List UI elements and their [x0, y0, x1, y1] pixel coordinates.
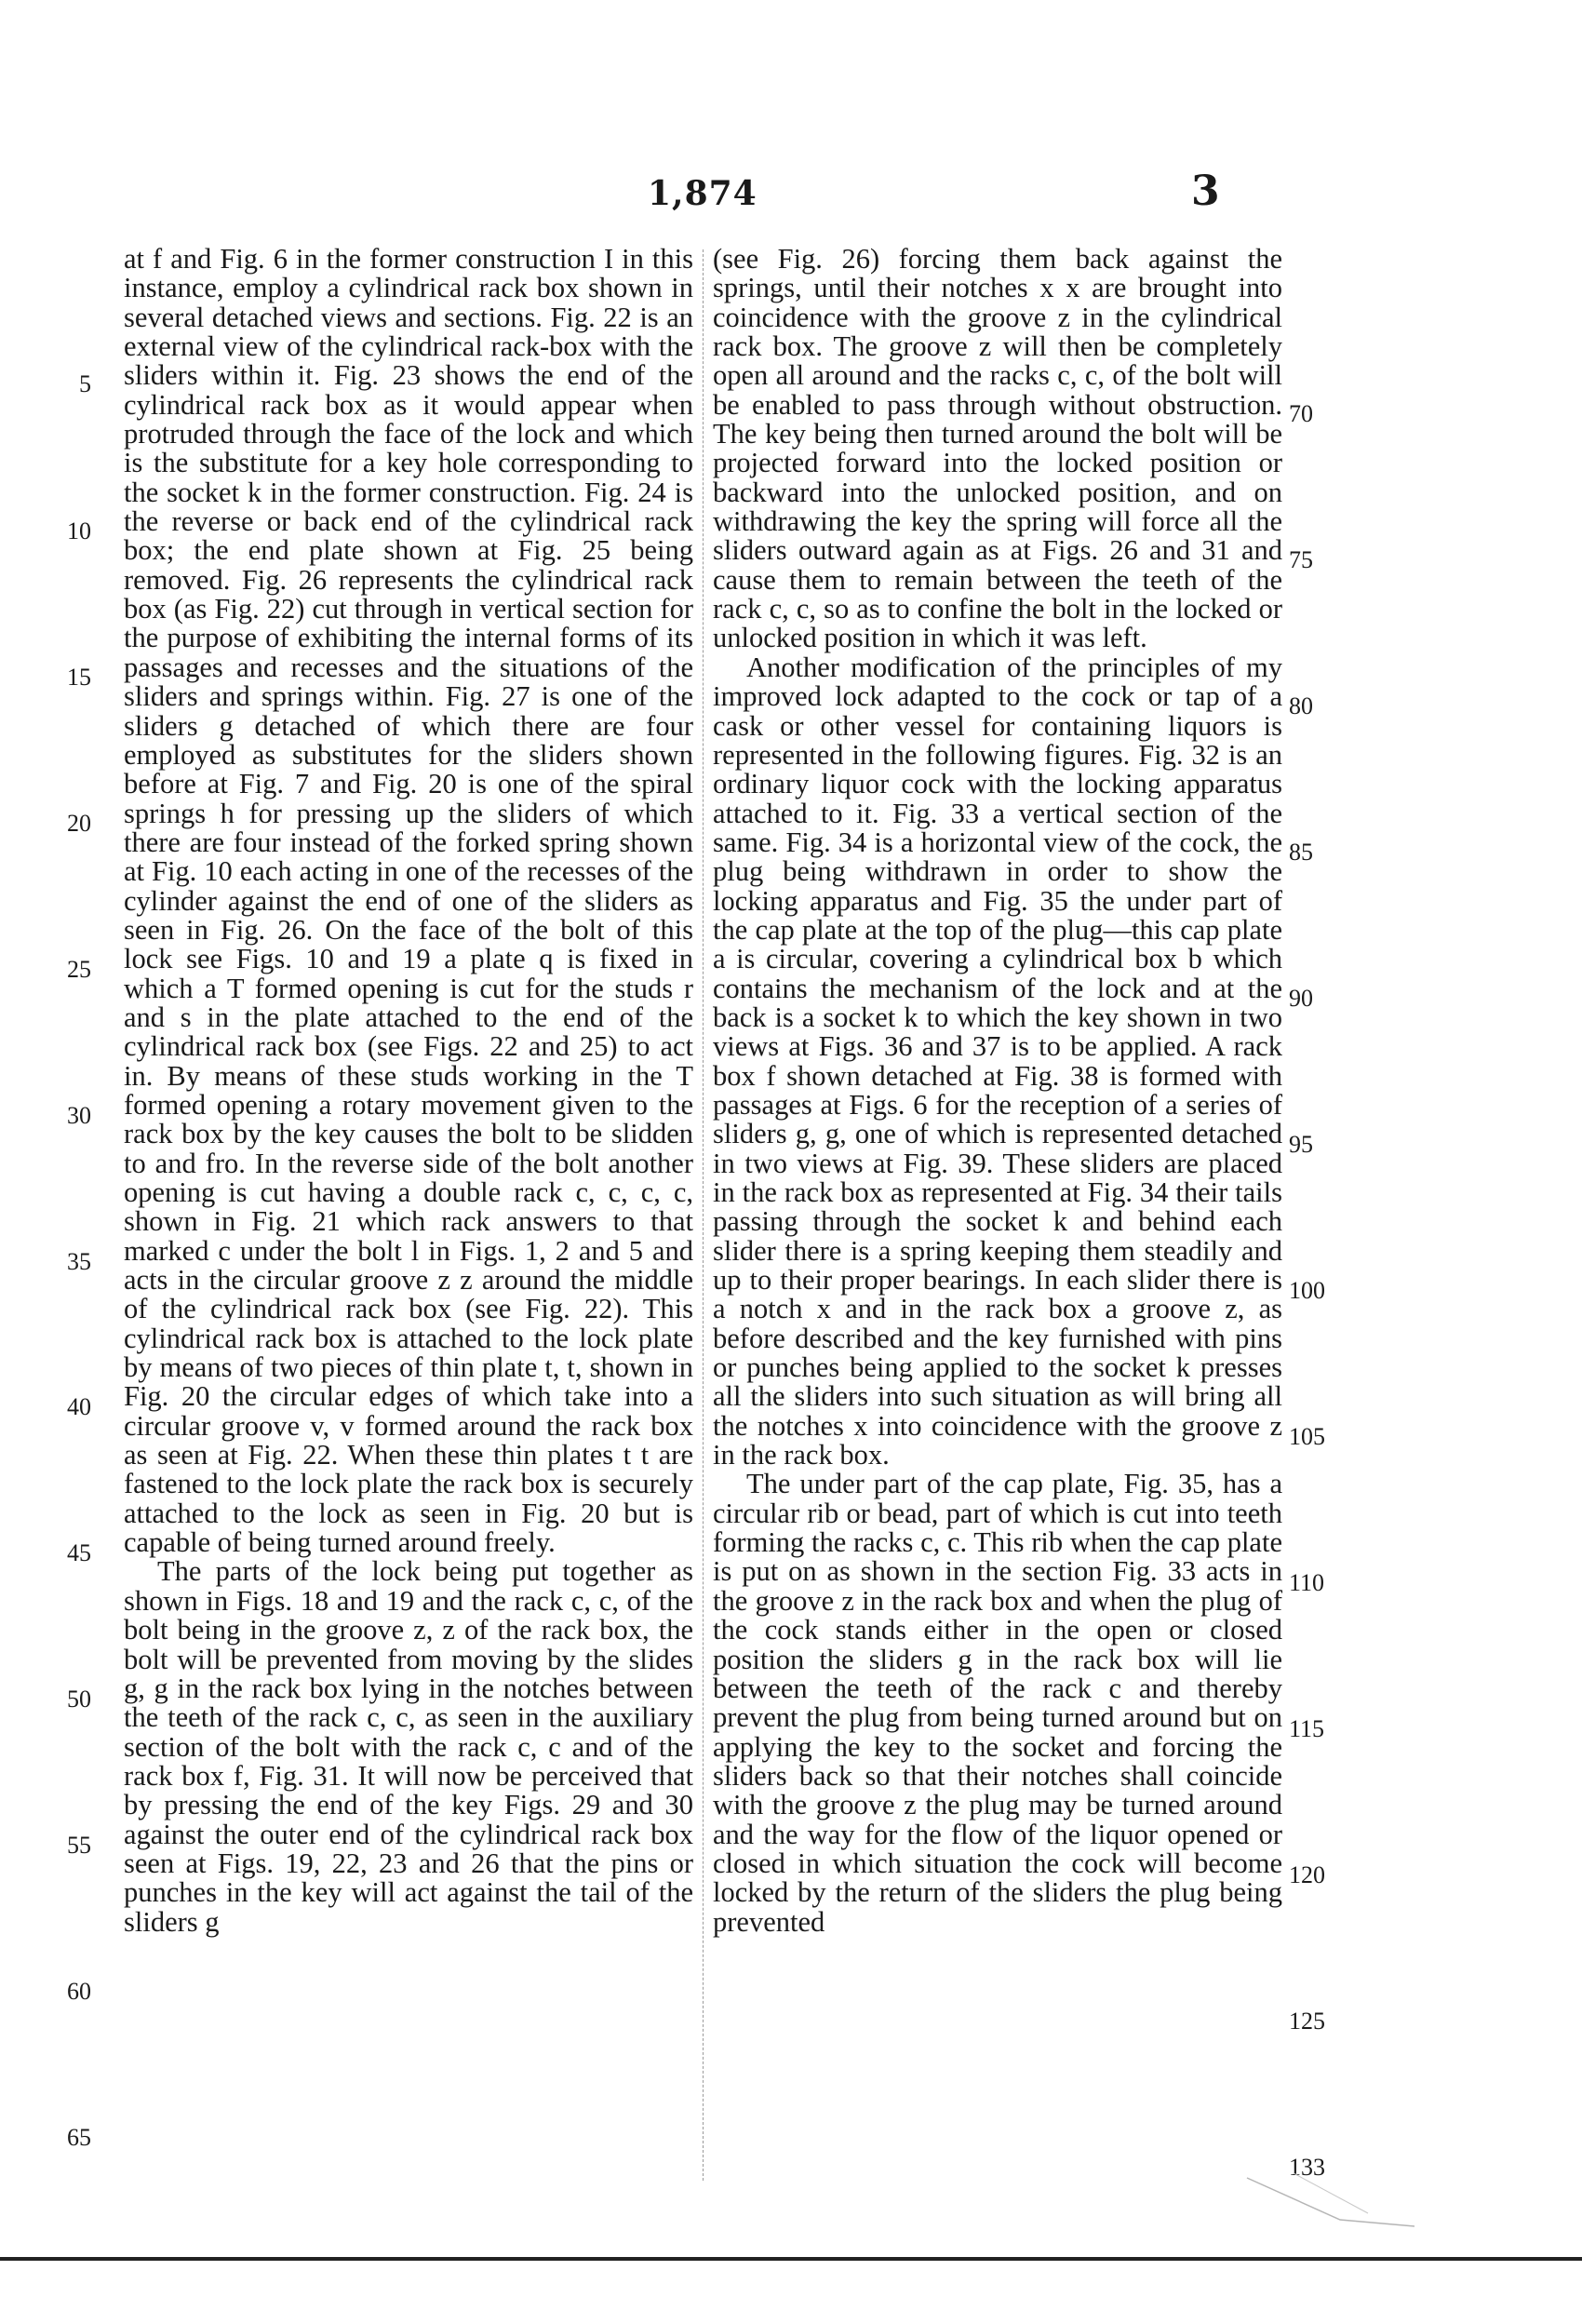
line-number: 105: [1289, 1423, 1325, 1450]
line-number: 100: [1289, 1277, 1325, 1304]
page-corner-mark: [1228, 2169, 1563, 2234]
left-paragraph-1: at f and Fig. 6 in the former construction I in this instance, employ a cylindrical rack box shown in several detached views and sections. Fig. 22 is an external view of the cylindrical rack-box with the sliders within it. Fig. 23 shows the end of the cylindrical rack box as it would appear when protruded through the face of the lock and which is the substitute for a key hole corresponding to the socket k in the former construction. Fig. 24 is the reverse or back end of the cylindrical rack box; the end plate shown at Fig. 25 being removed. Fig. 26 represents the cylindrical rack box (as Fig. 22) cut through in vertical section for the purpose of exhibiting the internal forms of its passages and recesses and the situations of the sliders and springs within. Fig. 27 is one of the sliders g detached of which there are four employed as substitutes for the sliders shown before at Fig. 7 and Fig. 20 is one of the spiral springs h for pressing up the sliders of which there are four instead of the forked spring shown at Fig. 10 each acting in one of the recesses of the cylinder against the end of one of the sliders as seen in Fig. 26. On the face of the bolt of this lock see Figs. 10 and 19 a plate q is fixed in which a T formed opening is cut for the studs r and s in the plate attached to the end of the cylindrical rack box (see Figs. 22 and 25) to act in. By means of these studs working in the T formed opening a rotary movement given to the rack box by the key causes the bolt to be slidden to and fro. In the reverse side of the bolt another opening is cut having a double rack c, c, c, c, shown in Fig. 21 which rack answers to that marked c under the bolt l in Figs. 1, 2 and 5 and acts in the circular groove z z around the middle of the cylindrical rack box (see Fig. 22). This cylindrical rack box is attached to the lock plate by means of two pieces of thin plate t, t, shown in Fig. 20 the circular edges of which take into a circular groove v, v formed around the rack box as seen at Fig. 22. When these thin plates t t are fastened to the lock plate the rack box is securely attached to the lock as seen in Fig. 20 but is capable of being turned around freely.: [124, 243, 693, 1559]
line-number: 35: [67, 1248, 91, 1275]
line-number: 45: [67, 1539, 91, 1566]
line-number: 10: [67, 517, 91, 544]
column-divider: [703, 249, 704, 2181]
right-text-column: [713, 245, 1282, 1937]
line-number: 75: [1289, 546, 1313, 573]
line-number: 115: [1289, 1715, 1325, 1742]
line-number: 30: [67, 1102, 91, 1129]
right-paragraph-1: (see Fig. 26) forcing them back against the springs, until their notches x x are brought into coincidence with the groove z in the cylindrical rack box. The groove z will then be completely open all around and the racks c, c, of the bolt will be enabled to pass through without obstruction. The key being then turned around the bolt will be projected forward into the locked position or backward into the unlocked position, and on withdrawing the key the spring will force all the sliders outward again as at Figs. 26 and 31 and cause them to remain between the teeth of the rack c, c, so as to confine the bolt in the locked or unlocked position in which it was left.: [713, 243, 1282, 654]
line-number: 133: [1289, 2154, 1325, 2181]
left-text-column: [124, 245, 693, 1937]
patent-number: 1,874: [648, 174, 757, 213]
line-number: 50: [67, 1686, 91, 1713]
line-number: 110: [1289, 1569, 1325, 1596]
line-number: 65: [67, 2124, 91, 2151]
bottom-rule: [0, 2257, 1582, 2261]
line-number: 70: [1289, 400, 1313, 427]
line-number: 95: [1289, 1131, 1313, 1158]
line-number: 90: [1289, 985, 1313, 1012]
right-paragraph-3: The under part of the cap plate, Fig. 35, has a circular rib or bead, part of which is cut into teeth forming the racks c, c. This rib when the cap plate is put on as shown in the section Fig. 33 acts in the groove z in the rack box and when the plug of the cock stands either in the open or closed position the sliders g in the rack box will lie between the teeth of the rack c and thereby prevent the plug from being turned around but on applying the key to the socket and forcing the sliders back so that their notches shall coincide with the groove z the plug may be turned around and the way for the flow of the liquor opened or closed in which situation the cock will become locked by the return of the sliders the plug being prevented: [713, 1468, 1282, 1938]
line-number: 120: [1289, 1861, 1325, 1888]
line-number: 20: [67, 810, 91, 837]
line-number: 60: [67, 1978, 91, 2005]
left-paragraph-2: The parts of the lock being put together as shown in Figs. 18 and 19 and the rack c, c, of the bolt being in the groove z, z of the rack box, the bolt will be prevented from moving by the slides g, g in the rack box lying in the notches between the teeth of the rack c, c, as seen in the auxiliary section of the bolt with the rack c, c and of the rack box f, Fig. 31. It will now be perceived that by pressing the end of the key Figs. 29 and 30 against the outer end of the cylindrical rack box seen at Figs. 19, 22, 23 and 26 that the pins or punches in the key will act against the tail of the sliders g: [124, 1555, 693, 1938]
page-number: 3: [1191, 168, 1220, 215]
line-number: 55: [67, 1832, 91, 1859]
line-number: 80: [1289, 692, 1313, 719]
line-number: 40: [67, 1393, 91, 1420]
line-number: 85: [1289, 839, 1313, 866]
line-number: 25: [67, 956, 91, 983]
line-number: 5: [79, 370, 91, 397]
line-number: 125: [1289, 2008, 1325, 2035]
right-paragraph-2: Another modification of the principles of my improved lock adapted to the cock or tap of a cask or other vessel for containing liquors is represented in the following figures. Fig. 32 is an ordinary liquor cock with the locking apparatus attached to it. Fig. 33 a vertical section of the same. Fig. 34 is a horizontal view of the cock, the plug being withdrawn in order to show the locking apparatus and Fig. 35 the under part of the cap plate at the top of the plug—this cap plate a is circular, covering a cylindrical box b which contains the mechanism of the lock and at the back is a socket k to which the key shown in two views at Figs. 36 and 37 is to be applied. A rack box f shown detached at Fig. 38 is formed with passages at Figs. 6 for the reception of a series of sliders g, g, one of which is represented detached in two views at Fig. 39. These sliders are placed in the rack box as represented at Fig. 34 their tails passing through the socket k and behind each slider there is a spring keeping them steadily and up to their proper bearings. In each slider there is a notch x and in the rack box a groove z, as before described and the key furnished with pins or punches being applied to the socket k presses all the sliders into such situation as will bring all the notches x into coincidence with the groove z in the rack box.: [713, 651, 1282, 1471]
line-number: 15: [67, 664, 91, 691]
